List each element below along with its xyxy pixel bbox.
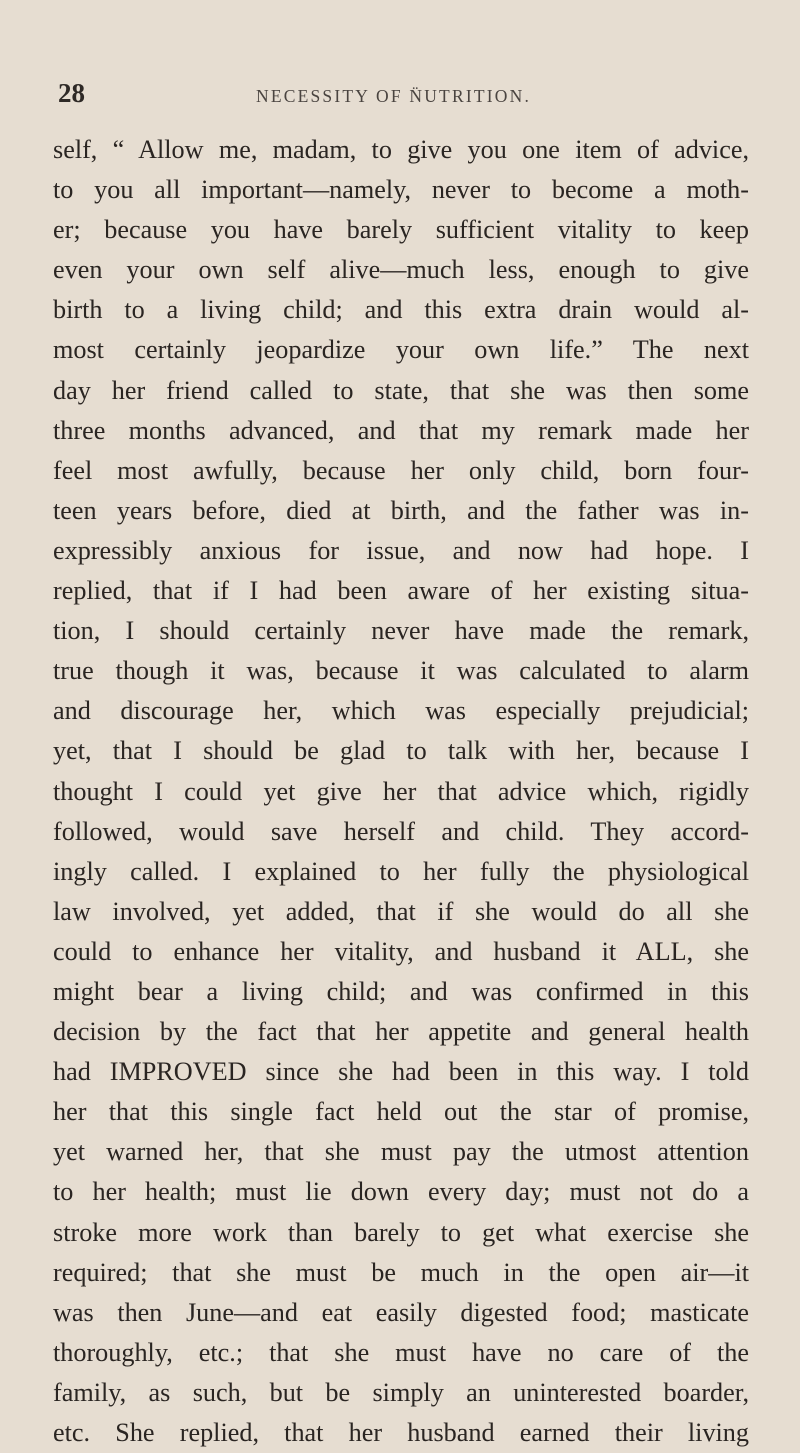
text-line: to you all important—namely, never to become a moth- xyxy=(53,175,749,205)
text-line: tion, I should certainly never have made the remark, xyxy=(53,616,749,646)
text-line: followed, would save herself and child. They accord- xyxy=(53,816,749,846)
text-line: could to enhance her vitality, and husband it ALL, she xyxy=(53,936,749,966)
text-line: most certainly jeopardize your own life.” The next xyxy=(53,335,749,365)
text-line: teen years before, died at birth, and the father was in- xyxy=(53,495,749,525)
text-line: even your own self alive—much less, enough to give xyxy=(53,255,749,285)
text-line: stroke more work than barely to get what exercise she xyxy=(53,1217,749,1247)
text-line: to her health; must lie down every day; must not do a xyxy=(53,1177,749,1207)
text-line: was then June—and eat easily digested food; masticate xyxy=(53,1297,749,1327)
running-title: NECESSITY OF N̈UTRITION. xyxy=(256,86,532,106)
text-line: etc. She replied, that her husband earned their living xyxy=(53,1418,749,1447)
text-line: day her friend called to state, that she was then some xyxy=(53,375,749,405)
text-line: decision by the fact that her appetite and general health xyxy=(53,1017,749,1047)
text-line: her that this single fact held out the star of promise, xyxy=(53,1097,749,1127)
text-line: thoroughly, etc.; that she must have no care of the xyxy=(53,1337,749,1367)
text-line: birth to a living child; and this extra drain would al- xyxy=(53,295,749,325)
text-line: yet warned her, that she must pay the utmost attention xyxy=(53,1137,749,1167)
text-line: law involved, yet added, that if she would do all she xyxy=(53,896,749,926)
page-number: 28 xyxy=(58,78,85,108)
text-line: three months advanced, and that my remark made her xyxy=(53,415,749,445)
text-line: had IMPROVED since she had been in this way. I told xyxy=(53,1057,749,1087)
text-line: expressibly anxious for issue, and now had hope. I xyxy=(53,535,749,565)
body-text xyxy=(53,130,749,1453)
text-line: and discourage her, which was especially prejudicial; xyxy=(53,696,749,726)
text-line: er; because you have barely sufficient vitality to keep xyxy=(53,215,749,245)
text-line: self, “ Allow me, madam, to give you one item of advice, xyxy=(53,135,749,164)
text-line: family, as such, but be simply an uninterested boarder, xyxy=(53,1377,749,1407)
text-line: thought I could yet give her that advice which, rigidly xyxy=(53,776,749,806)
text-line: yet, that I should be glad to talk with her, because I xyxy=(53,736,749,766)
running-head xyxy=(58,78,748,108)
text-line: true though it was, because it was calculated to alarm xyxy=(53,656,749,686)
text-line: might bear a living child; and was confirmed in this xyxy=(53,976,749,1006)
text-line: feel most awfully, because her only child, born four- xyxy=(53,455,749,485)
text-line: ingly called. I explained to her fully the physiological xyxy=(53,856,749,886)
text-line: required; that she must be much in the open air—it xyxy=(53,1257,749,1287)
text-line: replied, that if I had been aware of her existing situa- xyxy=(53,576,749,606)
